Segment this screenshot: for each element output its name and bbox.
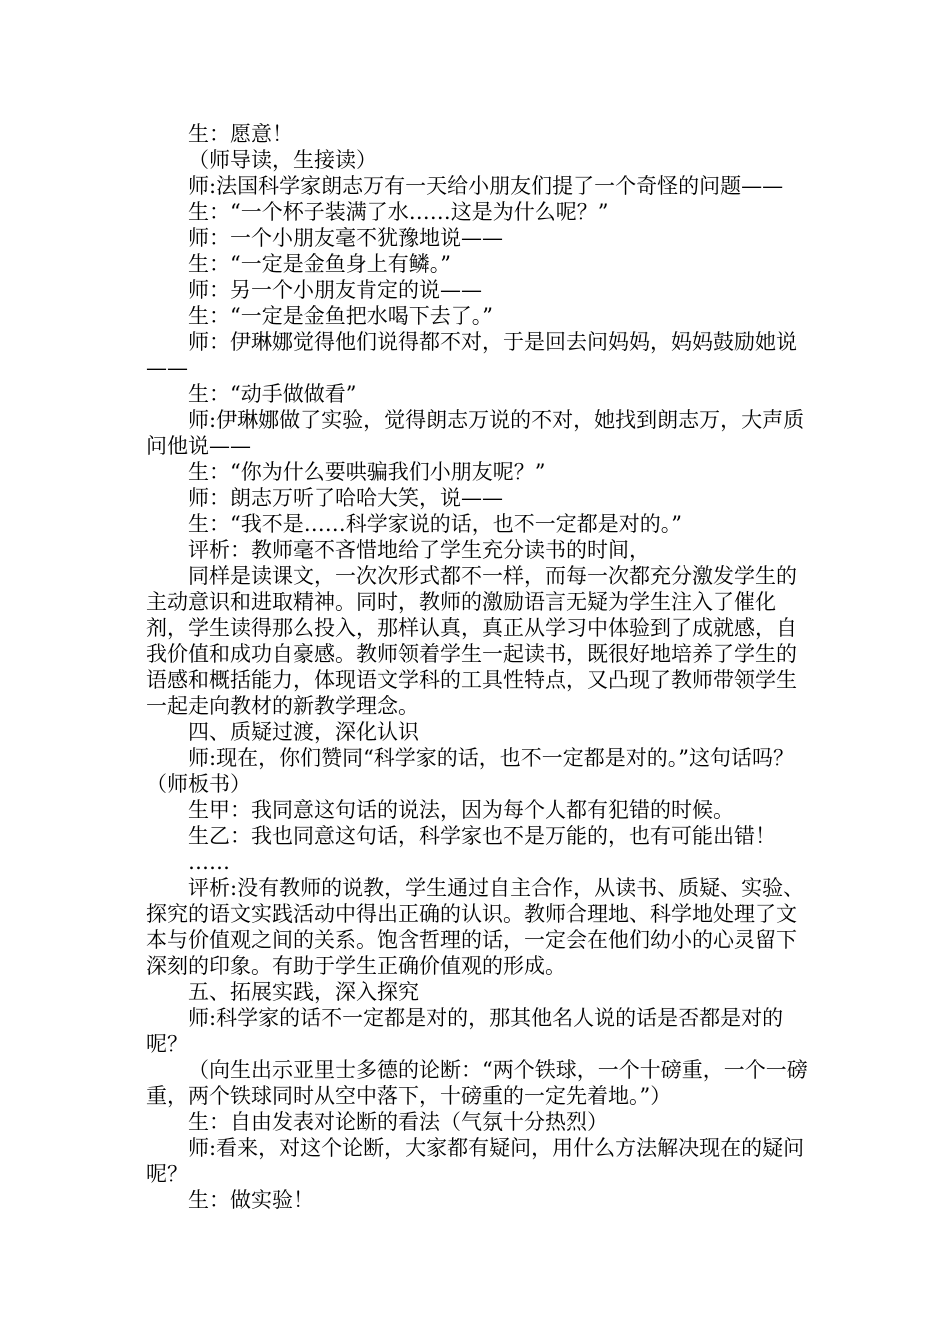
document-body <box>146 121 810 1213</box>
paragraph-commentary-no-preaching: 评析:没有教师的说教，学生通过自主合作，从读书、质疑、实验、探究的语文实践活动中得出正确的认识。教师合理地、科学地处理了文本与价值观之间的关系。饱含哲理的话，一定会在他们幼小的心灵留下深刻的印象。有助于学生正确价值观的形成。 <box>146 876 805 978</box>
paragraph-student-cup-of-water: 生：“一个杯子装满了水……这是为什么呢？” <box>188 200 609 224</box>
paragraph-student-drank-water: 生：“一定是金鱼把水喝下去了。” <box>188 304 493 328</box>
paragraph-teacher-agree-question: 师:现在，你们赞同“科学家的话，也不一定都是对的。”这句话吗？（师板书） <box>146 746 795 796</box>
section-heading-four: 四、质疑过渡，深化认识 <box>188 720 419 744</box>
paragraph-teacher-irina-experiment: 师:伊琳娜做了实验，觉得朗志万说的不对，她找到朗志万，大声质问他说—— <box>146 408 805 458</box>
paragraph-aristotle-claim: （向生出示亚里士多德的论断：“两个铁球，一个十磅重，一个一磅重，两个铁球同时从空中落下，十磅重的一定先着地。”） <box>146 1058 808 1108</box>
section-heading-five: 五、拓展实践，深入探究 <box>188 980 419 1004</box>
paragraph-teacher-another-child: 师：另一个小朋友肯定的说—— <box>188 278 482 302</box>
paragraph-student-try-it: 生：“动手做做看” <box>188 382 357 406</box>
paragraph-teacher-how-to-solve: 师:看来，对这个论断，大家都有疑问，用什么方法解决现在的疑问呢？ <box>146 1136 805 1186</box>
paragraph-student-scientist-words: 生：“我不是……科学家说的话，也不一定都是对的。” <box>188 512 682 536</box>
paragraph-teacher-irina-mother: 师：伊琳娜觉得他们说得都不对，于是回去问妈妈，妈妈鼓励她说—— <box>146 330 797 380</box>
paragraph-student-discussion: 生：自由发表对论断的看法（气氛十分热烈） <box>188 1110 608 1134</box>
paragraph-teacher-langevin-laughs: 师：朗志万听了哈哈大笑，说—— <box>188 486 503 510</box>
paragraph-teacher-langevin-question: 师:法国科学家朗志万有一天给小朋友们提了一个奇怪的问题—— <box>188 174 784 198</box>
paragraph-student-scales: 生：“一定是金鱼身上有鳞。” <box>188 252 451 276</box>
paragraph-student-a-agrees: 生甲：我同意这句话的说法，因为每个人都有犯错的时候。 <box>188 798 734 822</box>
paragraph-student-b-agrees: 生乙：我也同意这句话，科学家也不是万能的，也有可能出错！ <box>188 824 776 848</box>
paragraph-teacher-famous-people: 师:科学家的话不一定都是对的，那其他名人说的话是否都是对的呢？ <box>146 1006 784 1056</box>
paragraph-ellipsis: …… <box>188 850 230 874</box>
paragraph-guided-reading-note: （师导读，生接读） <box>188 148 377 172</box>
paragraph-student-why-fool-us: 生：“你为什么要哄骗我们小朋友呢？” <box>188 460 546 484</box>
paragraph-teacher-one-child: 师：一个小朋友毫不犹豫地说—— <box>188 226 503 250</box>
paragraph-student-agree: 生：愿意！ <box>188 122 293 146</box>
paragraph-commentary-reading-time: 评析：教师毫不吝惜地给了学生充分读书的时间， <box>188 538 650 562</box>
paragraph-commentary-reading-forms: 同样是读课文，一次次形式都不一样，而每一次都充分激发学生的主动意识和进取精神。同时，教师的激励语言无疑为学生注入了催化剂，学生读得那么投入，那样认真，真正从学习中体验到了成就感，自我价值和成功自豪感。教师领着学生一起读书，既很好地培养了学生的语感和概括能力，体现语文学科的工具性特点，又凸现了教师带领学生一起走向教材的新教学理念。 <box>146 564 797 718</box>
paragraph-student-do-experiment: 生：做实验！ <box>188 1188 314 1212</box>
